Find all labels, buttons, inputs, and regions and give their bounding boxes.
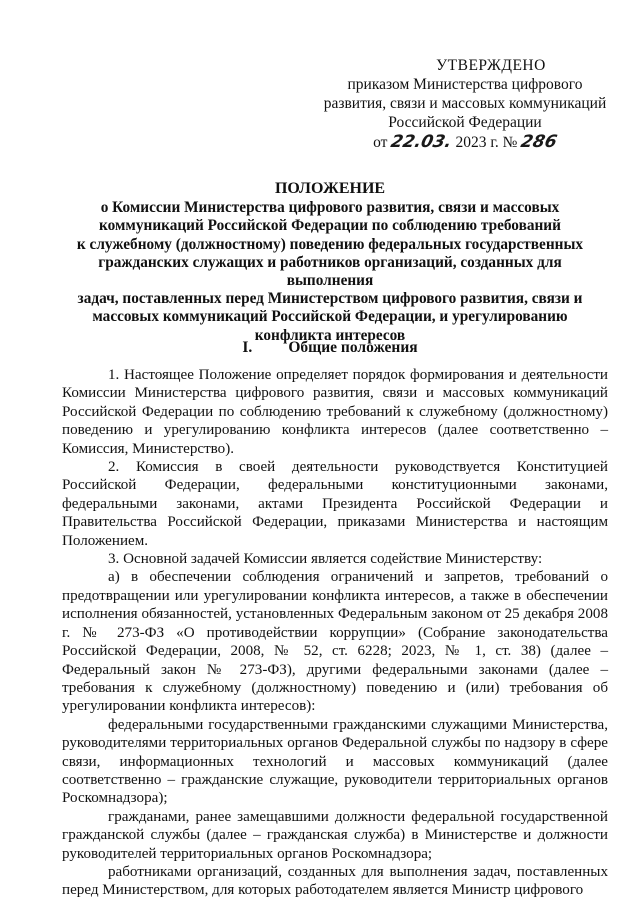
- approval-line-3: Российской Федерации: [388, 114, 542, 131]
- approval-line-2: развития, связи и массовых коммуникаций: [323, 95, 607, 112]
- handwritten-order-number: 286: [519, 132, 560, 152]
- title-line: конфликта интересов: [254, 326, 406, 344]
- approval-title: УТВЕРЖДЕНО: [436, 57, 546, 74]
- approval-line-1: приказом Министерства цифрового: [347, 76, 583, 93]
- section-heading: [60, 339, 600, 357]
- section-title: Общие положения: [288, 339, 418, 356]
- paragraph: федеральными государственными гражданскими служащими Министерства, руководителями территориальных органов Федеральной службы по надзору в сфере связи, информационных технологий и массовых коммуникаций (далее соответственно – гражданские служащие, руководители территориальных органов Роскомнадзора);: [62, 716, 608, 807]
- title-line: к служебному (должностному) поведению федеральных государственных: [76, 235, 584, 253]
- paragraph: а) в обеспечении соблюдения ограничений и запретов, требований о предотвращении или урегулировании конфликта интересов, а также в обеспечении исполнения обязанностей, установленных Федеральным законом от 25 декабря 2008 г. № 273-ФЗ «О противодействии коррупции» (Собрание законодательства Российской Федерации, 2008, № 52, ст. 6228; 2023, № 1, ст. 38) (далее – Федеральный закон № 273-ФЗ), другими федеральными законами (далее – требования к служебному (должностному) поведению и (или) требования об урегулировании конфликта интересов):: [62, 569, 608, 715]
- title-line: о Комиссии Министерства цифрового развития, связи и массовых: [100, 199, 560, 217]
- date-prefix: от: [373, 134, 388, 151]
- paragraph: 1. Настоящее Положение определяет порядок формирования и деятельности Комиссии Министерства цифрового развития, связи и массовых коммуникаций Российской Федерации по соблюдению требований к служебному (должностному) поведению и урегулированию конфликта интересов (далее соответственно – Комиссия, Министерство).: [62, 367, 608, 457]
- approval-stamp-block: [320, 56, 610, 152]
- paragraph: 2. Комиссия в своей деятельности руководствуется Конституцией Российской Федерации, федеральными конституционными законами, федеральными законами, актами Президента Российской Федерации и Правительства Российской Федерации, приказами Министерства и настоящим Положением.: [62, 459, 608, 549]
- document-title: [60, 180, 600, 345]
- document-heading: ПОЛОЖЕНИЕ: [274, 180, 386, 197]
- approval-date-line: [320, 133, 610, 152]
- document-body: [62, 366, 608, 900]
- date-year: 2023 г. №: [455, 134, 518, 151]
- handwritten-date: 22.03.: [389, 132, 454, 152]
- title-line: задач, поставленных перед Министерством цифрового развития, связи и: [77, 290, 583, 308]
- paragraph: гражданами, ранее замещавшими должности федеральной государственной гражданской службы (далее – гражданская служба) в Министерстве и должности руководителей территориальных органов Роскомнадзора;: [62, 808, 608, 862]
- paragraph: 3. Основной задачей Комиссии является содействие Министерству:: [108, 551, 543, 568]
- title-line: коммуникаций Российской Федерации по соблюдению требований: [99, 217, 561, 235]
- section-number: I.: [242, 339, 253, 356]
- paragraph: работниками организаций, созданных для выполнения задач, поставленных перед Министерством, для которых работодателем является Министр цифрового: [62, 863, 608, 899]
- title-line: гражданских служащих и работников организаций, созданных для выполнения: [98, 253, 562, 290]
- title-line: массовых коммуникаций Российской Федерации, и урегулированию: [92, 308, 568, 326]
